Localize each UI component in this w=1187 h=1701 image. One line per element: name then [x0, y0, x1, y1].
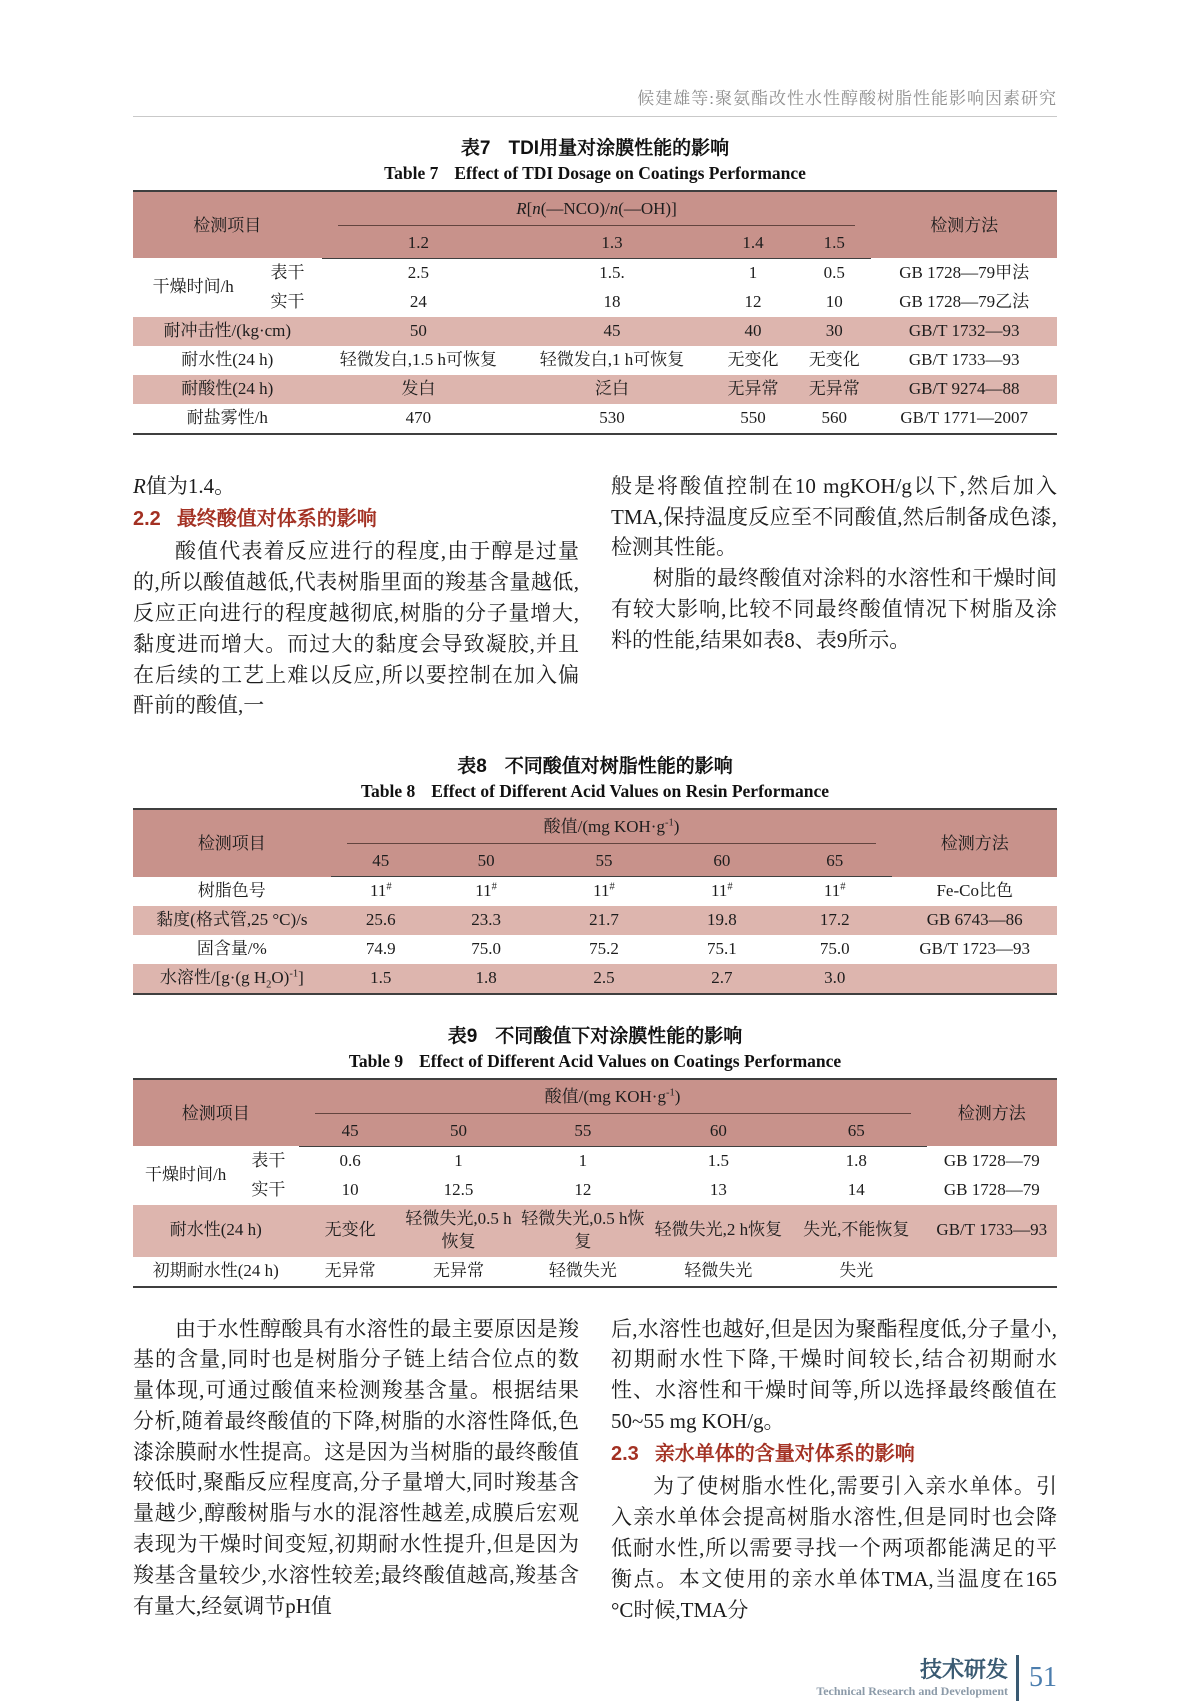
footer-divider — [1016, 1655, 1019, 1701]
value-cell: 13 — [709, 1179, 727, 1199]
value-cell: 50 — [409, 320, 427, 340]
value-cell: 无变化 — [324, 1220, 376, 1240]
table8-subcol: 55 — [541, 847, 666, 876]
value-cell: 1.8 — [475, 967, 497, 987]
method-cell: GB 6743—86 — [926, 909, 1023, 929]
row-sublabel: 实干 — [270, 291, 305, 311]
value-cell: 23.3 — [471, 909, 501, 929]
table7-caption-cn — [133, 133, 1057, 160]
value-cell: 21.7 — [589, 909, 619, 929]
table8-subcol: 45 — [331, 847, 431, 876]
table8-subcol: 60 — [667, 847, 777, 876]
value-cell: 18 — [603, 291, 621, 311]
table8-header-row-1 — [133, 809, 1057, 847]
value-cell: 11# — [475, 881, 497, 900]
method-cell: GB 1728—79甲法 — [899, 262, 1030, 282]
section-title: 最终酸值对体系的影响 — [176, 507, 377, 530]
row-label: 耐水性(24 h) — [181, 349, 274, 369]
value-cell: 10 — [825, 291, 843, 311]
row-label: 耐酸性(24 h) — [181, 378, 274, 398]
page-number: 51 — [1029, 1662, 1057, 1694]
table7-row-water — [133, 346, 1057, 375]
value-cell: 无异常 — [808, 378, 860, 398]
value-cell: 3.0 — [824, 967, 846, 987]
value-cell: 75.1 — [707, 938, 737, 958]
table8-caption-en-label: Table 8 — [360, 781, 416, 802]
table9-caption-cn-label: 表9 — [447, 1025, 478, 1047]
value-cell: 轻微失光 — [548, 1260, 617, 1280]
table7-header — [133, 191, 1057, 258]
value-cell: 无变化 — [727, 349, 779, 369]
table8-header — [133, 809, 1057, 876]
table9-caption-cn-text: 不同酸值下对涂膜性能的影响 — [495, 1025, 743, 1047]
table7-subcol: 1.5 — [797, 229, 871, 258]
running-head: 候建雄等:聚氨酯改性水性醇酸树脂性能影响因素研究 — [133, 84, 1057, 117]
table7 — [133, 190, 1057, 435]
body-block-1 — [133, 471, 1057, 721]
table7-group-header — [322, 191, 872, 229]
method-cell: GB 1728—79乙法 — [899, 291, 1030, 311]
table9-subcol: 45 — [299, 1117, 402, 1146]
table8-group-unit: 酸值/(mg $KOH\cdot g^{-1}$) — [347, 816, 877, 844]
value-cell: 无变化 — [808, 349, 860, 369]
table8-group-header — [331, 809, 893, 847]
value-cell: 11# — [711, 881, 733, 900]
method-cell: Fe-Co比色 — [936, 880, 1013, 900]
row-label: 干燥时间/h — [145, 1165, 227, 1184]
table9 — [133, 1078, 1057, 1288]
table8-row-solid — [133, 935, 1057, 964]
page-footer — [133, 1655, 1057, 1701]
value-cell: 40 — [744, 320, 762, 340]
table9-caption-cn — [133, 1021, 1057, 1048]
paragraph: 树脂的最终酸值对涂料的水溶性和干燥时间有较大影响,比较不同最终酸值情况下树脂及涂料的性能,结果如表8、表9所示。 — [611, 566, 1057, 652]
value-cell: 30 — [825, 320, 843, 340]
method-cell — [892, 964, 1057, 994]
table9-col-method: 检测方法 — [957, 1104, 1026, 1124]
table8-row-solubility — [133, 964, 1057, 994]
value-cell: 轻微发白,1.5 h可恢复 — [339, 349, 498, 369]
left-column — [133, 1314, 579, 1626]
table8-row-viscosity — [133, 906, 1057, 935]
table9-caption-en-label: Table 9 — [348, 1050, 404, 1071]
value-cell: 75.0 — [471, 938, 501, 958]
method-cell: GB 1728—79 — [943, 1179, 1040, 1199]
row-label: 黏度(格式管,25 °C)/s — [156, 909, 308, 929]
section-heading-2-3 — [611, 1439, 1057, 1470]
value-cell: 24 — [409, 291, 427, 311]
value-cell: 1.5 — [370, 967, 392, 987]
value-cell: 轻微失光,2 h恢复 — [654, 1220, 783, 1240]
right-column — [611, 471, 1057, 721]
value-cell: 2.5 — [407, 262, 430, 282]
table7-row-impact — [133, 317, 1057, 346]
table8-col-method: 检测方法 — [940, 834, 1009, 854]
row-sublabel: 表干 — [270, 262, 305, 282]
row-label: 树脂色号 — [197, 880, 266, 900]
value-cell: 1.5. — [599, 262, 625, 282]
method-cell: GB 1728—79 — [943, 1150, 1040, 1170]
table7-caption-cn-label: 表7 — [460, 138, 491, 159]
row-label: 干燥时间/h — [152, 277, 234, 297]
method-cell: GB/T 1733—93 — [936, 1220, 1048, 1240]
table7-row-acid — [133, 375, 1057, 404]
table7-caption-en-text: Effect of TDI Dosage on Coatings Performance — [454, 163, 806, 183]
table9-header-row-1 — [133, 1079, 1057, 1117]
value-cell: 2.7 — [711, 967, 733, 987]
body-block-2 — [133, 1314, 1057, 1626]
paragraph-r-value: R值为1.4。 — [133, 473, 236, 498]
value-cell: 74.9 — [365, 938, 396, 958]
table9-row-hard-dry — [133, 1176, 1057, 1205]
value-cell: 550 — [740, 407, 766, 427]
table7-group-formula: R[n(—NCO)/n(—OH)] — [338, 198, 856, 226]
value-cell: 轻微发白,1 h可恢复 — [539, 349, 685, 369]
method-cell: GB/T 1732—93 — [908, 320, 1020, 340]
table8-caption-cn-text: 不同酸值对树脂性能的影响 — [504, 756, 733, 778]
value-cell: 11# — [369, 881, 392, 900]
value-cell: 泛白 — [595, 378, 630, 398]
table8-caption-cn-label: 表8 — [457, 756, 487, 778]
value-cell: 11# — [593, 881, 615, 900]
table9-group-header — [299, 1079, 927, 1117]
row-label: 水溶性/[g·(g $H_2O)^{-1}$] — [159, 967, 304, 991]
value-cell: 1 — [454, 1150, 463, 1170]
method-cell: GB/T 9274—88 — [908, 378, 1020, 398]
method-cell: GB/T 1771—2007 — [900, 407, 1029, 427]
row-label: 耐盐雾性/h — [186, 407, 268, 427]
value-cell: 75.2 — [589, 938, 619, 958]
table9-col-item: 检测项目 — [181, 1104, 250, 1124]
left-column — [133, 471, 579, 721]
value-cell: 1.8 — [845, 1150, 867, 1170]
table8-caption-en — [133, 781, 1057, 802]
value-cell: 11# — [823, 881, 846, 900]
table9-subcol: 50 — [402, 1117, 515, 1146]
table9-caption-en — [133, 1051, 1057, 1072]
table8-caption-cn — [133, 751, 1057, 778]
footer-labels — [816, 1658, 1008, 1699]
table7-subcol: 1.2 — [322, 229, 516, 258]
paragraph: 由于水性醇酸具有水溶性的最主要原因是羧基的含量,同时也是树脂分子链上结合位点的数量体现,可通过酸值来检测羧基含量。根据结果分析,随着最终酸值的下降,树脂的水溶性降低,色漆涂膜耐水性提高。这是因为当树脂的最终酸值较低时,聚酯反应程度高,分子量增大,同时羧基含量越少,醇酸树脂与水的混溶性越差,成膜后宏观表现为干燥时间变短,初期耐水性提升,但是因为羧基含量较少,水溶性较差;最终酸值越高,羧基含有量大,经氨调节pH值 — [133, 1316, 579, 1618]
value-cell: 14 — [847, 1179, 865, 1199]
paragraph: 后,水溶性也越好,但是因为聚酯程度低,分子量小,初期耐水性下降,干燥时间较长,结合初期耐水性、水溶性和干燥时间等,所以选择最终酸值在50~55 mg KOH/g。 — [611, 1316, 1057, 1433]
method-cell: GB/T 1723—93 — [919, 938, 1031, 958]
value-cell: 无异常 — [324, 1260, 376, 1280]
value-cell: 发白 — [401, 378, 436, 398]
table7-caption-cn-text: TDI用量对涂膜性能的影响 — [508, 138, 730, 159]
value-cell: 失光 — [839, 1260, 874, 1280]
table8-subcol: 50 — [431, 847, 541, 876]
method-cell: GB/T 1733—93 — [908, 349, 1020, 369]
table9-row-surface-dry — [133, 1146, 1057, 1175]
table9-subcol: 60 — [651, 1117, 786, 1146]
value-cell: 无异常 — [433, 1260, 485, 1280]
value-cell: 530 — [599, 407, 625, 427]
table7-caption-en — [133, 163, 1057, 184]
value-cell: 10 — [341, 1179, 359, 1199]
value-cell: 0.5 — [823, 262, 845, 282]
table9-header — [133, 1079, 1057, 1146]
value-cell: 45 — [603, 320, 621, 340]
table9-subcol: 65 — [786, 1117, 926, 1146]
row-sublabel: 表干 — [251, 1150, 286, 1170]
table7-row-hard-dry — [133, 288, 1057, 317]
table8-caption-en-text: Effect of Different Acid Values on Resin Performance — [431, 781, 830, 802]
table7-col-item: 检测项目 — [193, 216, 262, 236]
table7-subcol: 1.3 — [515, 229, 709, 258]
table8-col-item: 检测项目 — [197, 834, 266, 854]
section-heading-2-2 — [133, 504, 579, 535]
table9-group-unit: 酸值/(mg $KOH\cdot g^{-1}$) — [315, 1086, 911, 1114]
table9-caption-en-text: Effect of Different Acid Values on Coatings Performance — [419, 1050, 842, 1071]
value-cell: 19.8 — [707, 909, 737, 929]
paragraph: 般是将酸值控制在10 mgKOH/g以下,然后加入TMA,保持温度反应至不同酸值,然后制备成色漆,检测其性能。 — [611, 473, 1057, 560]
value-cell: 75.0 — [819, 938, 850, 958]
paragraph: 酸值代表着反应进行的程度,由于醇是过量的,所以酸值越低,代表树脂里面的羧基含量越低,反应正向进行的程度越彻底,树脂的分子量增大,黏度进而增大。而过大的黏度会导致凝胶,并且在后续的工艺上难以反应,所以要控制在加入偏酐前的酸值,一 — [133, 539, 579, 718]
table9-subcol: 55 — [515, 1117, 650, 1146]
value-cell: 470 — [405, 407, 432, 427]
value-cell: 无异常 — [727, 378, 779, 398]
value-cell: 失光,不能恢复 — [803, 1220, 910, 1240]
right-column — [611, 1314, 1057, 1626]
section-number: 2.2 — [133, 507, 161, 530]
value-cell: 轻微失光,0.5 h恢复 — [521, 1208, 645, 1251]
value-cell: 轻微失光 — [684, 1260, 753, 1280]
value-cell: 1 — [578, 1150, 588, 1170]
value-cell: 17.2 — [819, 909, 850, 929]
footer-section-en: Technical Research and Development — [816, 1683, 1008, 1698]
table8-row-color — [133, 877, 1057, 906]
row-label: 初期耐水性(24 h) — [152, 1260, 279, 1280]
value-cell: 2.5 — [593, 967, 615, 987]
paragraph: 为了使树脂水性化,需要引入亲水单体。引入亲水单体会提高树脂水溶性,但是同时也会降低耐水性,所以需要寻找一个两项都能满足的平衡点。本文使用的亲水单体TMA,当温度在165 °C时候,TMA分 — [611, 1474, 1057, 1622]
value-cell: 0.6 — [339, 1150, 361, 1170]
row-label: 固含量/% — [196, 938, 267, 958]
table9-row-initial-water — [133, 1257, 1057, 1287]
table9-row-water — [133, 1205, 1057, 1257]
method-cell — [927, 1257, 1057, 1287]
table7-subcol: 1.4 — [709, 229, 797, 258]
value-cell: 1.5 — [707, 1150, 729, 1170]
value-cell: 25.6 — [365, 909, 396, 929]
section-number: 2.3 — [611, 1442, 639, 1465]
value-cell: 560 — [821, 407, 847, 427]
table7-header-row-1 — [133, 191, 1057, 229]
section-title: 亲水单体的含量对体系的影响 — [654, 1442, 915, 1465]
row-label: 耐水性(24 h) — [169, 1220, 262, 1240]
table8-subcol: 65 — [777, 847, 892, 876]
table7-col-method: 检测方法 — [930, 216, 999, 236]
value-cell: 12 — [574, 1179, 592, 1199]
table7-row-salt — [133, 404, 1057, 434]
value-cell: 轻微失光,0.5 h恢复 — [405, 1208, 512, 1251]
footer-section-cn: 技术研发 — [919, 1656, 1008, 1682]
table8 — [133, 808, 1057, 995]
row-label: 耐冲击性/(kg·cm) — [163, 320, 292, 340]
value-cell: 1 — [748, 262, 758, 282]
value-cell: 12.5 — [443, 1179, 474, 1199]
table7-row-surface-dry — [133, 258, 1057, 287]
row-sublabel: 实干 — [251, 1179, 286, 1199]
table7-caption-en-label: Table 7 — [384, 163, 439, 183]
value-cell: 12 — [744, 291, 762, 311]
